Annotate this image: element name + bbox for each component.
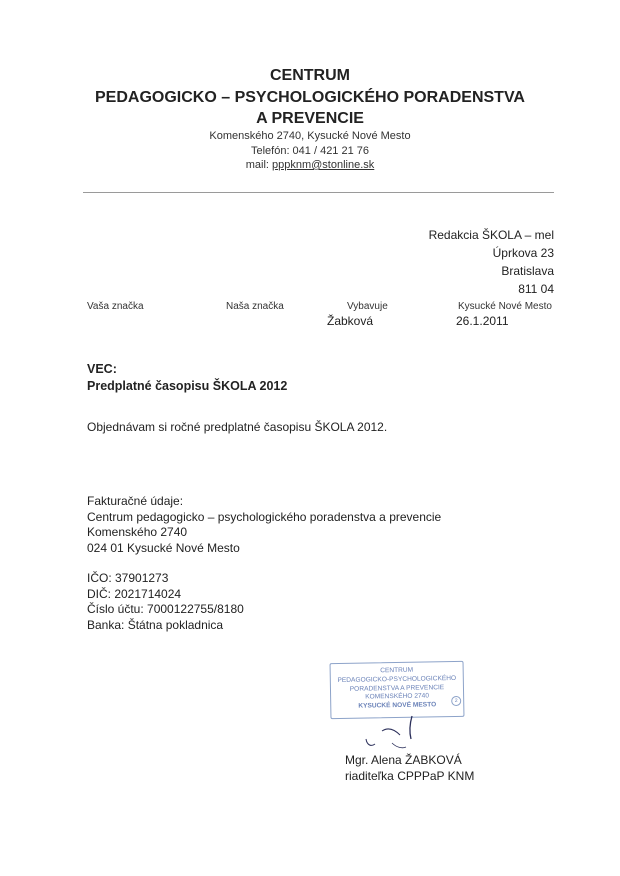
recipient-line-2: Úprkova 23: [492, 246, 554, 260]
your-ref-label: Vaša značka: [87, 301, 144, 312]
billing-heading: Fakturačné údaje:: [87, 494, 184, 508]
handled-by-value: Žabková: [327, 314, 374, 328]
date-value: 26.1.2011: [456, 314, 509, 328]
handwritten-signature: [330, 713, 450, 755]
order-text: Objednávam si ročné predplatné časopisu ŠKOLA 2012.: [87, 420, 388, 434]
stamp-line-3: PORADENSTVA A PREVENCIE: [349, 683, 445, 693]
recipient-line-1: Redakcia ŠKOLA – mel: [428, 228, 554, 242]
header-divider: [83, 192, 554, 193]
letterhead-title-line2: PEDAGOGICKO – PSYCHOLOGICKÉHO PORADENSTVA: [95, 89, 525, 106]
letterhead-phone: Telefón: 041 / 421 21 76: [250, 145, 370, 157]
billing-bank: Banka: Štátna pokladnica: [87, 617, 224, 632]
place-label: Kysucké Nové Mesto: [458, 301, 552, 312]
signer-name: Mgr. Alena ŽABKOVÁ: [345, 753, 462, 767]
letterhead-title-line3: A PREVENCIE: [256, 110, 364, 127]
billing-ico: IČO: 37901273: [87, 571, 169, 585]
recipient-line-3: Bratislava: [501, 264, 554, 278]
subject-text: Predplatné časopisu ŠKOLA 2012: [87, 379, 288, 393]
letterhead-address: Komenského 2740, Kysucké Nové Mesto: [209, 130, 411, 142]
stamp-mark: 2: [451, 696, 461, 706]
billing-ids: [87, 571, 244, 633]
billing-street: Komenského 2740: [87, 525, 188, 539]
stamp-line-4: KOMENSKÉHO 2740: [365, 692, 430, 701]
stamp-line-5: KYSUCKÉ NOVÉ MESTO: [358, 701, 437, 710]
billing-dic: DIČ: 2021714024: [87, 586, 182, 601]
our-ref-label: Naša značka: [226, 301, 284, 312]
billing-city: 024 01 Kysucké Nové Mesto: [87, 540, 240, 555]
letterhead-mail: [0, 158, 620, 173]
mail-label: mail:: [245, 159, 272, 171]
signer-position: riaditeľka CPPPaP KNM: [345, 769, 475, 783]
stamp-line-1: CENTRUM: [380, 666, 414, 675]
handled-by-label: Vybavuje: [347, 301, 388, 312]
recipient-address: [429, 226, 554, 298]
official-stamp: [330, 661, 465, 719]
billing-account: Číslo účtu: 7000122755/8180: [87, 602, 244, 616]
mail-link[interactable]: pppknm@stonline.sk: [272, 159, 375, 171]
recipient-line-4: 811 04: [518, 282, 554, 296]
billing-block: [87, 494, 441, 556]
signer-block: [345, 752, 474, 784]
subject-heading: VEC:: [87, 362, 117, 376]
billing-name: Centrum pedagogicko – psychologického poradenstva a prevencie: [87, 509, 442, 524]
stamp-line-2: PEDAGOGICKO-PSYCHOLOGICKÉHO: [337, 674, 457, 684]
letterhead-title-line1: CENTRUM: [270, 67, 350, 84]
